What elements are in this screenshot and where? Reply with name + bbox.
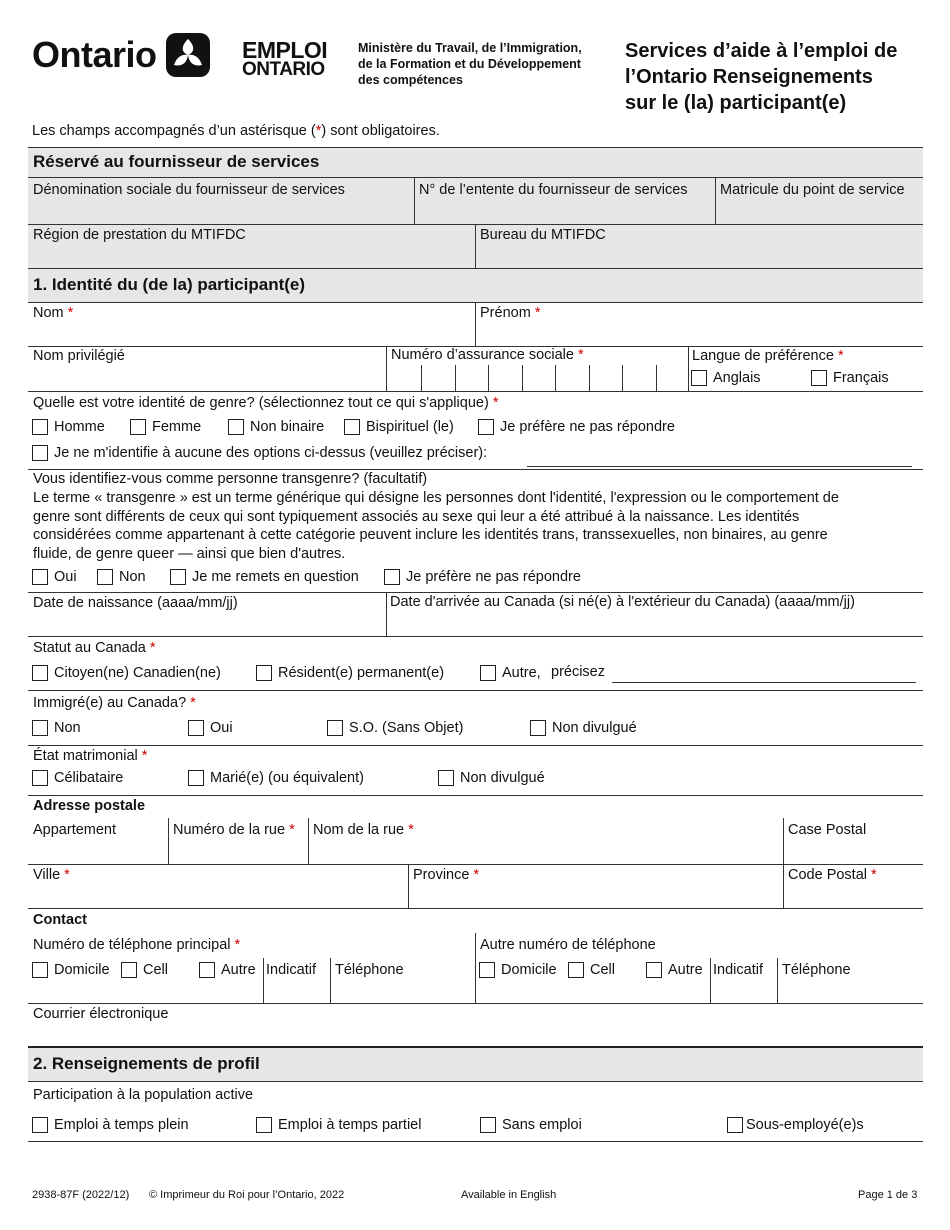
checkbox[interactable]	[121, 962, 137, 978]
immigrant-option-na[interactable]	[327, 720, 463, 736]
other-phone-label: Autre numéro de téléphone	[480, 937, 656, 953]
street-name-label: Nom de la rue	[313, 822, 405, 838]
option-label: Sans emploi	[502, 1117, 582, 1133]
immigrant-option-oui[interactable]	[188, 720, 233, 736]
main-area-code-field[interactable]: Indicatif	[266, 962, 316, 978]
checkbox[interactable]	[727, 1117, 743, 1133]
last-name-label: Nom	[33, 305, 64, 321]
checkbox[interactable]	[646, 962, 662, 978]
trans-definition-line1: Le terme « transgenre » est un terme générique qui désigne les personnes dont l'identité, l'expression ou le comportement de	[33, 490, 839, 506]
main-phone-type-cell[interactable]	[121, 962, 168, 978]
option-label: Résident(e) permanent(e)	[278, 665, 445, 681]
checkbox[interactable]	[32, 770, 48, 786]
trillium-icon	[165, 32, 211, 78]
first-name-label: Prénom	[480, 305, 531, 321]
emploi-line1: EMPLOI	[242, 37, 328, 63]
marital-label-text: État matrimonial	[33, 748, 138, 764]
gender-other-specify-line[interactable]	[527, 466, 912, 467]
checkbox[interactable]	[32, 569, 48, 585]
checkbox[interactable]	[480, 1117, 496, 1133]
trans-option-questioning[interactable]	[170, 569, 359, 585]
language-option-anglais[interactable]	[691, 370, 761, 386]
contact-heading: Contact	[33, 912, 87, 928]
option-label: S.O. (Sans Objet)	[349, 720, 464, 736]
option-label: Oui	[54, 569, 77, 585]
option-label: Non binaire	[250, 419, 325, 435]
immigrant-label	[33, 695, 196, 712]
checkbox[interactable]	[188, 720, 204, 736]
street-number-field[interactable]	[173, 822, 295, 839]
option-label: Emploi à temps plein	[54, 1117, 189, 1133]
gender-option-other[interactable]	[32, 445, 487, 461]
copyright: © Imprimeur du Roi pour l’Ontario, 2022	[149, 1189, 345, 1201]
required-star: *	[141, 748, 148, 764]
option-label: Marié(e) (ou équivalent)	[210, 770, 364, 786]
gender-option-prefer-not[interactable]	[478, 419, 675, 435]
required-star: *	[577, 347, 584, 363]
city-label: Ville	[33, 867, 61, 883]
available-in-english: Available in English	[461, 1189, 557, 1201]
form-number: 2938-87F (2022/12)	[32, 1189, 130, 1201]
checkbox[interactable]	[32, 665, 48, 681]
required-note-after: ) sont obligatoires.	[321, 123, 440, 139]
street-name-field[interactable]	[313, 822, 414, 839]
option-label: Femme	[152, 419, 202, 435]
checkbox[interactable]	[384, 569, 400, 585]
option-label: Domicile	[501, 962, 557, 978]
ontario-logo	[32, 32, 211, 78]
status-label-text: Statut au Canada	[33, 640, 146, 656]
option-label: Bispirituel (le)	[366, 419, 454, 435]
trans-definition-line2: genre sont différents de ceux qui sont typiquement associés au sexe qui leur a été attribué à la naissance. Les identités	[33, 508, 800, 525]
checkbox[interactable]	[256, 665, 272, 681]
main-phone-label-text: Numéro de téléphone principal	[33, 937, 231, 953]
option-label: Emploi à temps partiel	[278, 1117, 422, 1133]
option-label: Français	[833, 370, 889, 386]
main-phone-label	[33, 937, 240, 954]
profile-section-title: 2. Renseignements de profil	[33, 1054, 260, 1073]
option-label: Je ne m'identifie à aucune des options ci-dessus (veuillez préciser):	[54, 445, 488, 461]
preferred-name-field[interactable]: Nom privilégié	[33, 348, 125, 364]
labour-option-part-time[interactable]	[256, 1117, 421, 1133]
marital-option-married[interactable]	[188, 770, 364, 786]
checkbox[interactable]	[188, 770, 204, 786]
checkbox[interactable]	[32, 1117, 48, 1133]
required-star: *	[408, 822, 414, 838]
required-note	[32, 123, 440, 140]
trans-definition	[33, 489, 839, 564]
checkbox[interactable]	[32, 419, 48, 435]
checkbox[interactable]	[530, 720, 546, 736]
option-label: Cell	[590, 962, 615, 978]
labour-option-full-time[interactable]	[32, 1117, 189, 1133]
form-title-line1: Services d’aide à l’emploi de	[625, 40, 898, 62]
trans-question: Vous identifiez-vous comme personne transgenre? (facultatif)	[33, 471, 428, 487]
option-label: Sous-employé(e)s	[746, 1117, 864, 1133]
ministry-line2: de la Formation et du Développement	[358, 57, 581, 71]
option-label: Célibataire	[54, 770, 124, 786]
marital-option-single[interactable]	[32, 770, 123, 786]
required-star: *	[149, 640, 156, 656]
region-field[interactable]: Région de prestation du MTIFDC	[33, 227, 246, 243]
required-star: *	[473, 867, 480, 883]
option-label: Non divulgué	[460, 770, 545, 786]
sin-label	[391, 347, 584, 364]
required-star: *	[837, 348, 844, 364]
labour-participation-label: Participation à la population active	[33, 1087, 254, 1103]
option-label: Non divulgué	[552, 720, 637, 736]
required-star: *	[64, 867, 70, 883]
option-label: Non	[54, 720, 81, 736]
email-field[interactable]: Courrier électronique	[33, 1006, 169, 1022]
form-title	[625, 38, 897, 116]
required-note-before: Les champs accompagnés d’un astérisque (	[32, 123, 316, 139]
sin-label-text: Numéro d’assurance sociale	[391, 347, 574, 363]
checkbox[interactable]	[97, 569, 113, 585]
marital-option-undisclosed[interactable]	[438, 770, 545, 786]
option-label: Cell	[143, 962, 168, 978]
gender-question-text: Quelle est votre identité de genre? (sélectionnez tout ce qui s'applique)	[33, 395, 489, 411]
city-field[interactable]	[33, 867, 70, 884]
language-option-francais[interactable]	[811, 370, 889, 386]
provider-legal-name-field[interactable]: Dénomination sociale du fournisseur de services	[33, 182, 345, 198]
marital-label	[33, 748, 147, 765]
checkbox[interactable]	[811, 370, 827, 386]
page-number: Page 1 de 3	[858, 1189, 918, 1201]
option-label: Autre,	[502, 665, 541, 681]
ontario-wordmark: Ontario	[32, 34, 157, 75]
gender-option-homme[interactable]	[32, 419, 105, 435]
ministry-name	[358, 40, 582, 88]
ministry-line3: des compétences	[358, 73, 463, 87]
trans-definition-line4: fluide, de genre queer — ainsi que bien d'autres.	[33, 546, 346, 563]
checkbox[interactable]	[228, 419, 244, 435]
main-phone-type-other[interactable]	[199, 962, 256, 978]
status-option-resident[interactable]	[256, 665, 444, 681]
checkbox[interactable]	[327, 720, 343, 736]
checkbox[interactable]	[130, 419, 146, 435]
status-option-other[interactable]	[480, 665, 541, 681]
form-title-line3: sur le (la) participant(e)	[625, 92, 847, 114]
checkbox[interactable]	[170, 569, 186, 585]
arrival-date-field[interactable]: Date d'arrivée au Canada (si né(e) à l'extérieur du Canada) (aaaa/mm/jj)	[390, 594, 855, 610]
checkbox[interactable]	[32, 445, 48, 461]
option-label: Citoyen(ne) Canadien(ne)	[54, 665, 221, 681]
other-phone-type-cell[interactable]	[568, 962, 615, 978]
required-star: *	[190, 695, 196, 711]
required-star: *	[534, 305, 541, 321]
labour-option-underemployed[interactable]	[727, 1117, 864, 1133]
main-phone-type-home[interactable]	[32, 962, 110, 978]
labour-option-unemployed[interactable]	[480, 1117, 582, 1133]
immigrant-label-text: Immigré(e) au Canada?	[33, 695, 187, 711]
required-star: *	[871, 867, 877, 883]
option-label: Non	[119, 569, 146, 585]
option-label: Autre	[221, 962, 256, 978]
trans-option-prefer-not[interactable]	[384, 569, 581, 585]
status-specify-line[interactable]	[612, 682, 916, 683]
required-star: *	[289, 822, 295, 838]
form-title-line2: l’Ontario Renseignements	[625, 66, 873, 88]
language-label	[692, 348, 844, 365]
postal-code-field[interactable]	[788, 867, 877, 884]
checkbox[interactable]	[256, 1117, 272, 1133]
required-star: *	[67, 305, 74, 321]
gender-option-non-binaire[interactable]	[228, 419, 324, 435]
status-specify-label: précisez	[551, 664, 605, 680]
status-label	[33, 640, 156, 657]
checkbox[interactable]	[32, 962, 48, 978]
dob-field[interactable]: Date de naissance (aaaa/mm/jj)	[33, 595, 238, 611]
option-label: Je préfère ne pas répondre	[406, 569, 581, 585]
address-heading: Adresse postale	[33, 798, 146, 814]
first-name-field[interactable]	[480, 305, 540, 322]
service-point-field[interactable]: Matricule du point de service	[720, 182, 905, 198]
status-option-citizen[interactable]	[32, 665, 221, 681]
trans-option-oui[interactable]	[32, 569, 77, 585]
option-label: Je me remets en question	[192, 569, 359, 585]
option-label: Je préfère ne pas répondre	[500, 419, 675, 435]
province-label: Province	[413, 867, 470, 883]
emploi-line2: ONTARIO	[242, 59, 325, 80]
province-field[interactable]	[413, 867, 479, 884]
street-number-label: Numéro de la rue	[173, 822, 286, 838]
immigrant-option-undisclosed[interactable]	[530, 720, 637, 736]
emploi-ontario-logo	[242, 37, 328, 80]
immigrant-option-non[interactable]	[32, 720, 81, 736]
checkbox[interactable]	[438, 770, 454, 786]
identity-section-title: 1. Identité du (de la) participant(e)	[33, 275, 306, 294]
checkbox[interactable]	[568, 962, 584, 978]
trans-option-non[interactable]	[97, 569, 146, 585]
other-area-code-field[interactable]: Indicatif	[713, 962, 763, 978]
option-label: Domicile	[54, 962, 110, 978]
last-name-field[interactable]	[33, 305, 73, 322]
gender-option-femme[interactable]	[130, 419, 201, 435]
checkbox[interactable]	[479, 962, 495, 978]
checkbox[interactable]	[691, 370, 707, 386]
trans-definition-line3: considérées comme appartenant à cette catégorie peuvent inclure les identités trans, transsexuelles, non binaires, au genre	[33, 527, 828, 544]
office-field[interactable]: Bureau du MTIFDC	[480, 227, 606, 243]
provider-section-title: Réservé au fournisseur de services	[33, 152, 320, 171]
option-label: Anglais	[713, 370, 761, 386]
provider-agreement-field[interactable]: N° de l’entente du fournisseur de services	[419, 182, 688, 198]
option-label: Autre	[668, 962, 703, 978]
other-phone-type-home[interactable]	[479, 962, 557, 978]
option-label: Homme	[54, 419, 105, 435]
language-label-text: Langue de préférence	[692, 348, 834, 364]
checkbox[interactable]	[344, 419, 360, 435]
required-star: *	[234, 937, 241, 953]
postal-code-label: Code Postal	[788, 867, 867, 883]
checkbox[interactable]	[478, 419, 494, 435]
option-label: Oui	[210, 720, 233, 736]
main-phone-number-field[interactable]: Téléphone	[335, 962, 404, 978]
ministry-line1: Ministère du Travail, de l’Immigration,	[358, 41, 582, 55]
gender-option-bispirituel[interactable]	[344, 419, 454, 435]
required-note-star: *	[315, 123, 322, 139]
gender-question	[33, 395, 498, 412]
other-phone-number-field[interactable]: Téléphone	[782, 962, 851, 978]
other-phone-type-other[interactable]	[646, 962, 703, 978]
required-star: *	[492, 395, 499, 411]
po-box-field[interactable]: Case Postal	[788, 822, 867, 838]
apartment-field[interactable]: Appartement	[33, 822, 117, 838]
checkbox[interactable]	[32, 720, 48, 736]
checkbox[interactable]	[480, 665, 496, 681]
checkbox[interactable]	[199, 962, 215, 978]
